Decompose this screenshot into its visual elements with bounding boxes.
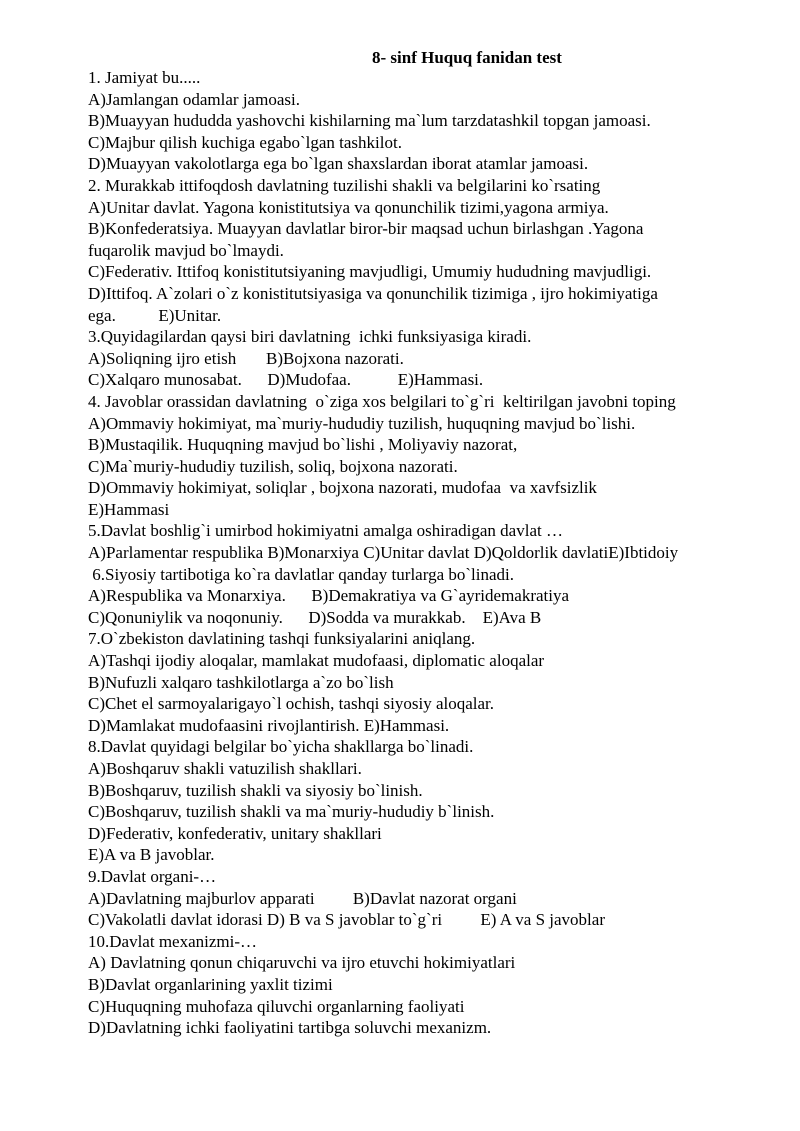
text-line: C)Ma`muriy-hududiy tuzilish, soliq, bojxona nazorati. xyxy=(88,456,458,476)
text-line: A)Jamlangan odamlar jamoasi. xyxy=(88,89,300,109)
text-line: A)Unitar davlat. Yagona konistitutsiya va qonunchilik tizimi,yagona armiya. xyxy=(88,197,609,217)
text-line: B)Mustaqilik. Huquqning mavjud bo`lishi , Moliyaviy nazorat, xyxy=(88,435,518,455)
text-line: A)Tashqi ijodiy aloqalar, mamlakat mudofaasi, diplomatic aloqalar xyxy=(88,651,545,671)
text-line: B)Konfederatsiya. Muayyan davlatlar biror-bir maqsad uchun birlashgan .Yagona xyxy=(88,219,644,239)
text-line: C)Majbur qilish kuchiga egabo`lgan tashkilot. xyxy=(88,132,402,152)
text-line: C)Qonuniylik va noqonuniy. D)Sodda va murakkab. E)Ava B xyxy=(88,607,542,627)
text-line: C)Huquqning muhofaza qiluvchi organlarning faoliyati xyxy=(88,996,465,1016)
text-line: 1. Jamiyat bu..... xyxy=(88,68,201,87)
page-title: 8- sinf Huquq fanidan test xyxy=(372,48,562,67)
text-line: C)Boshqaruv, tuzilish shakli va ma`muriy-hududiy b`linish. xyxy=(88,802,495,822)
text-line: E)Hammasi xyxy=(88,499,170,519)
text-line: A)Ommaviy hokimiyat, ma`muriy-hududiy tuzilish, huquqning mavjud bo`lishi. xyxy=(88,413,636,433)
text-line: 9.Davlat organi-… xyxy=(88,866,217,886)
text-line: C)Xalqaro munosabat. D)Mudofaa. E)Hammasi. xyxy=(88,370,484,390)
text-line: ega. E)Unitar. xyxy=(88,305,222,325)
text-line: A)Parlamentar respublika B)Monarxiya C)Unitar davlat D)Qoldorlik davlatiE)Ibtidoiy xyxy=(88,543,679,563)
text-line: A)Respublika va Monarxiya. B)Demakratiya va G`ayridemakratiya xyxy=(88,586,570,606)
text-line: B)Muayyan hududda yashovchi kishilarning ma`lum tarzdatashkil topgan jamoasi. xyxy=(88,111,651,131)
text-line: B)Nufuzli xalqaro tashkilotlarga a`zo bo`lish xyxy=(88,672,394,692)
text-line: A)Davlatning majburlov apparati B)Davlat nazorat organi xyxy=(88,888,517,908)
text-line: C)Vakolatli davlat idorasi D) B va S javoblar to`g`ri E) A va S javoblar xyxy=(88,910,605,930)
text-line: 8.Davlat quyidagi belgilar bo`yicha shakllarga bo`linadi. xyxy=(88,737,474,757)
text-line: D)Ittifoq. A`zolari o`z konistitutsiyasiga va qonunchilik tizimiga , ijro hokimiyatiga xyxy=(88,283,658,303)
text-line: D)Mamlakat mudofaasini rivojlantirish. E)Hammasi. xyxy=(88,715,450,735)
text-line: E)A va B javoblar. xyxy=(88,845,215,865)
text-line: D)Muayyan vakolotlarga ega bo`lgan shaxslardan iborat atamlar jamoasi. xyxy=(88,154,589,174)
text-line: 2. Murakkab ittifoqdosh davlatning tuzilishi shakli va belgilarini ko`rsating xyxy=(88,175,601,195)
text-line: fuqarolik mavjud bo`lmaydi. xyxy=(88,240,284,260)
test-questions xyxy=(88,67,768,1039)
text-line: 3.Quyidagilardan qaysi biri davlatning ichki funksiyasiga kiradi. xyxy=(88,327,532,347)
text-line: D)Ommaviy hokimiyat, soliqlar , bojxona nazorati, mudofaa va xavfsizlik xyxy=(88,478,597,498)
text-line: 4. Javoblar orassidan davlatning o`ziga xos belgilari to`g`ri keltirilgan javobni toping xyxy=(88,391,676,411)
text-line: C)Chet el sarmoyalarigayo`l ochish, tashqi siyosiy aloqalar. xyxy=(88,694,495,714)
text-line: 5.Davlat boshlig`i umirbod hokimiyatni amalga oshiradigan davlat … xyxy=(88,521,563,541)
text-line: A)Soliqning ijro etish B)Bojxona nazorati. xyxy=(88,348,404,368)
text-line: 6.Siyosiy tartibotiga ko`ra davlatlar qanday turlarga bo`linadi. xyxy=(88,564,514,584)
text-line: B)Davlat organlarining yaxlit tizimi xyxy=(88,974,333,994)
text-line: 10.Davlat mexanizmi-… xyxy=(88,931,258,951)
text-line: D)Federativ, konfederativ, unitary shakllari xyxy=(88,823,382,843)
text-line: 7.O`zbekiston davlatining tashqi funksiyalarini aniqlang. xyxy=(88,629,476,649)
text-line: B)Boshqaruv, tuzilish shakli va siyosiy bo`linish. xyxy=(88,780,423,800)
text-line: A) Davlatning qonun chiqaruvchi va ijro etuvchi hokimiyatlari xyxy=(88,953,516,973)
text-line: D)Davlatning ichki faoliyatini tartibga soluvchi mexanizm. xyxy=(88,1018,492,1038)
text-line: A)Boshqaruv shakli vatuzilish shakllari. xyxy=(88,759,362,778)
text-line: C)Federativ. Ittifoq konistitutsiyaning mavjudligi, Umumiy hududning mavjudligi. xyxy=(88,262,652,282)
